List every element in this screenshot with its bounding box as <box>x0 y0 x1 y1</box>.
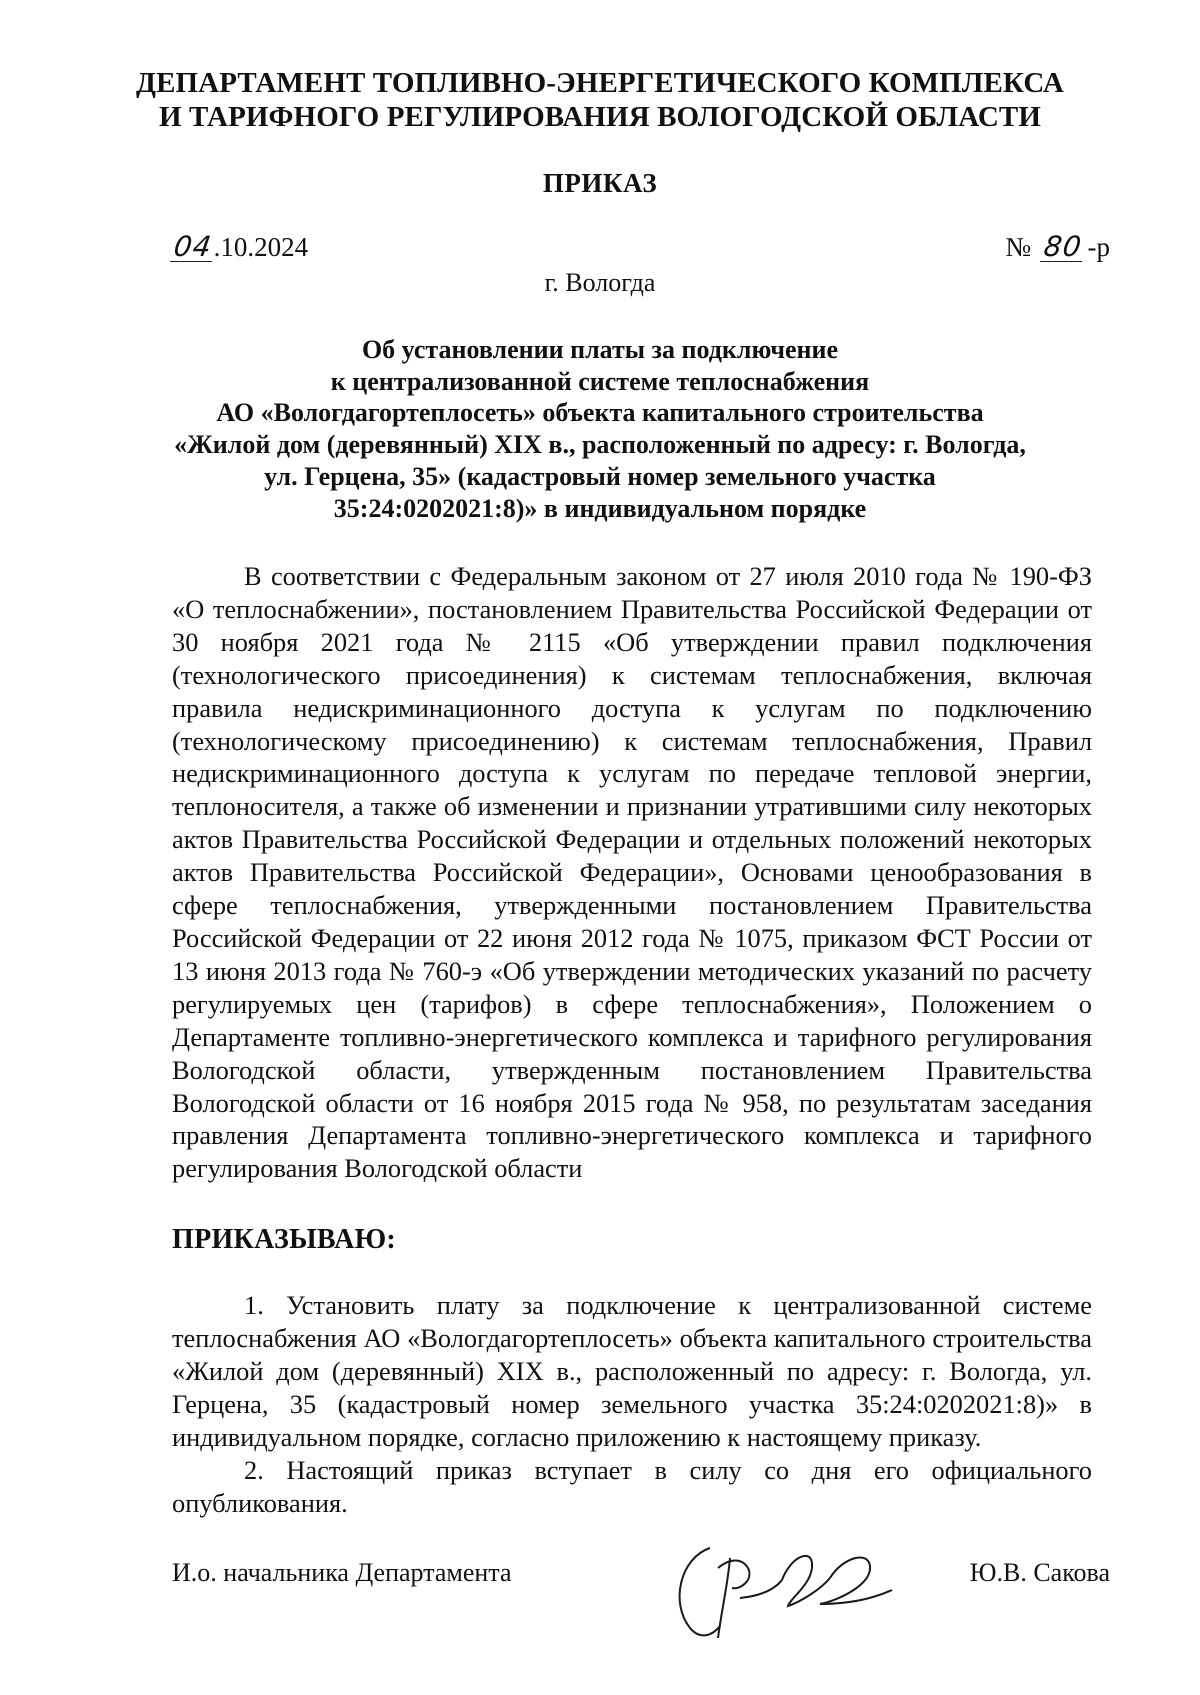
signatory-name: Ю.В. Сакова <box>969 1558 1110 1587</box>
signatory-position: И.о. начальника Департамента <box>172 1558 512 1587</box>
city: г. Вологда <box>544 268 656 297</box>
document-date <box>172 232 308 263</box>
date-day-handwritten: 04 <box>171 230 215 263</box>
department-header <box>0 66 1200 134</box>
orders-word: ПРИКАЗЫВАЮ: <box>172 1224 397 1255</box>
order-item-1: 1. Установить плату за подключение к централизованной системе теплоснабжения АО «Вологдагортеплосеть» объекта капитального строительства «Жилой дом (деревянный) XIX в., расположенный по адресу: г. Вологда, ул. Герцена, 35 (кадастровый номер земельного участка 35:24:0202021:8)» в индивидуальном порядке, согласно приложению к настоящему приказу. <box>172 1290 1092 1452</box>
order-item-2: 2. Настоящий приказ вступает в силу со дня его официального опубликования. <box>172 1455 1092 1518</box>
title-line: к централизованной системе теплоснабжения <box>330 366 870 396</box>
number-handwritten: 80 <box>1041 230 1084 263</box>
department-line-2: И ТАРИФНОГО РЕГУЛИРОВАНИЯ ВОЛОГОДСКОЙ ОБЛАСТИ <box>159 101 1041 133</box>
date-rest: .10.2024 <box>213 232 309 262</box>
number-suffix: -р <box>1087 232 1110 262</box>
handwritten-signature <box>670 1528 900 1648</box>
number-prefix: № <box>1005 232 1032 262</box>
title-line: 35:24:0202021:8)» в индивидуальном порядке <box>333 493 867 523</box>
document-title <box>0 334 1200 524</box>
title-line: Об установлении платы за подключение <box>361 335 839 364</box>
title-line: «Жилой дом (деревянный) XIX в., расположенный по адресу: г. Вологда, <box>174 430 1026 460</box>
title-line: АО «Вологдагортеплосеть» объекта капитального строительства <box>216 398 984 428</box>
title-line: ул. Герцена, 35» (кадастровый номер земельного участка <box>264 461 936 491</box>
department-line-1: ДЕПАРТАМЕНТ ТОПЛИВНО-ЭНЕРГЕТИЧЕСКОГО КОМПЛЕКСА <box>136 67 1064 99</box>
document-type: ПРИКАЗ <box>542 168 658 198</box>
preamble-paragraph: В соответствии с Федеральным законом от 27 июля 2010 года № 190-ФЗ «О теплоснабжении», постановлением Правительства Российской Федерации от 30 ноября 2021 года № 2115 «Об утверждении правил подключения (технологического присоединения) к системам теплоснабжения, включая правила недискриминационного доступа к услугам по подключению (технологическому присоединению) к системам теплоснабжения, Правил недискриминационного доступа к услугам по передаче тепловой энергии, теплоносителя, а также об изменении и признании утратившими силу некоторых актов Правительства Российской Федерации и отдельных положений некоторых актов Правительства Российской Федерации», Основами ценообразования в сфере теплоснабжения, утвержденными постановлением Правительства Российской Федерации от 22 июня 2012 года № 1075, приказом ФСТ России от 13 июня 2013 года № 760-э «Об утверждении методических указаний по расчету регулируемых цен (тарифов) в сфере теплоснабжения», Положением о Департаменте топливно-энергетического комплекса и тарифного регулирования Вологодской области, утвержденным постановлением Правительства Вологодской области от 16 ноября 2015 года № 958, по результатам заседания правления Департамента топливно-энергетического комплекса и тарифного регулирования Вологодской области <box>172 561 1092 1184</box>
document-number <box>1005 232 1110 263</box>
